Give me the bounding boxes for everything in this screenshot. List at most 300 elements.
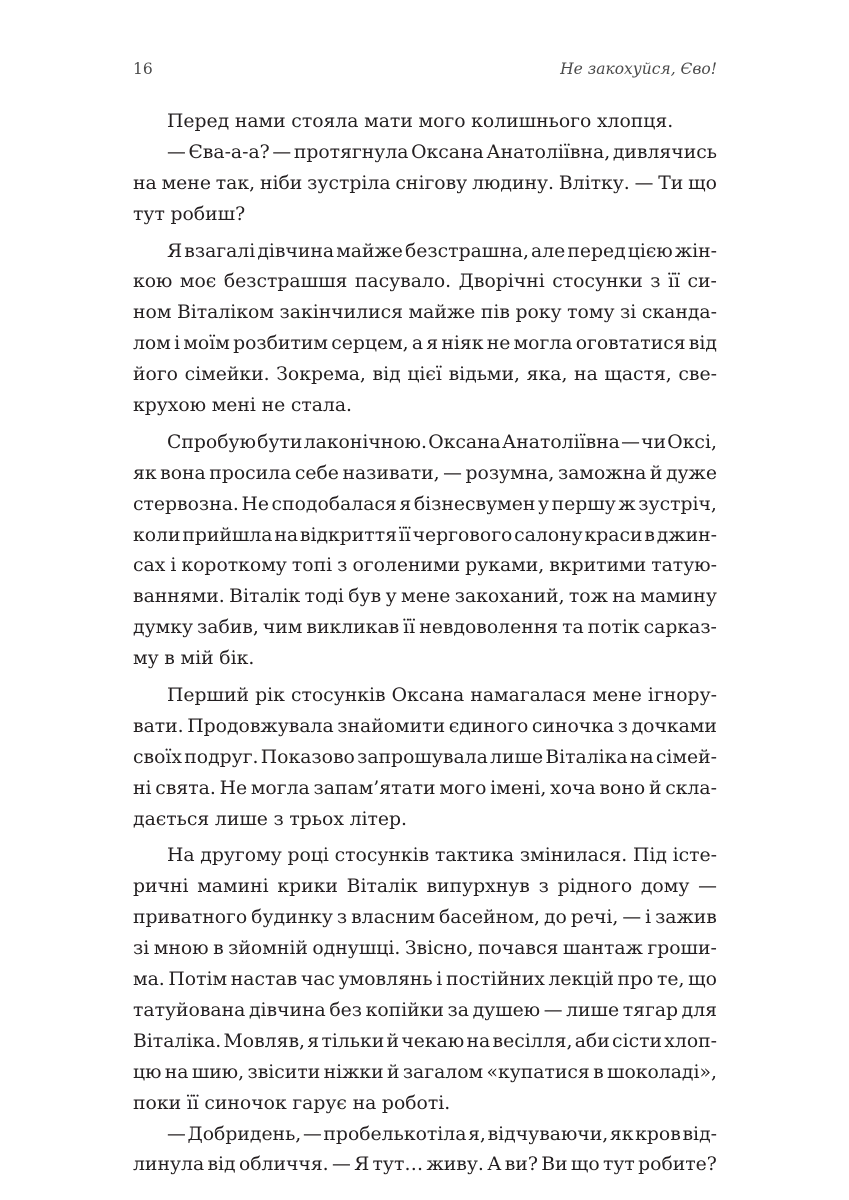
word: намагалася	[470, 685, 587, 707]
word: тож	[568, 586, 608, 608]
word: свята.	[155, 777, 216, 799]
word: могла	[250, 777, 310, 799]
word: ігнору-	[647, 685, 717, 707]
word: мене	[401, 586, 451, 608]
word: стояла	[291, 111, 359, 132]
word: чим	[262, 617, 303, 639]
word: на	[629, 746, 654, 768]
word: стосунків	[290, 685, 386, 707]
word: Перед	[167, 111, 230, 132]
word: імені,	[490, 777, 547, 799]
word: си-	[687, 271, 717, 293]
word: сімей-	[655, 746, 717, 768]
word: крухою	[133, 395, 207, 417]
word: почався	[477, 938, 559, 960]
word: що	[688, 172, 717, 194]
word: ніжки	[323, 1061, 384, 1083]
word: мого	[418, 111, 466, 132]
word: бік.	[219, 648, 255, 670]
word: умовлянь	[338, 969, 433, 991]
word: Ти	[658, 172, 684, 194]
word: відчуваючи,	[487, 1123, 609, 1145]
word: закінчилися	[279, 302, 403, 324]
word: —	[272, 141, 292, 163]
word: для	[681, 999, 717, 1021]
word: —	[543, 999, 563, 1021]
word: на	[352, 1092, 377, 1114]
word: розумна,	[465, 462, 555, 484]
word: ж	[618, 493, 636, 515]
word: Перший	[167, 685, 250, 707]
word: в	[593, 1061, 604, 1083]
word: власним	[351, 907, 435, 929]
word: Оксана	[411, 141, 484, 163]
text-line	[133, 459, 717, 490]
word: сімейки.	[184, 364, 270, 386]
word: й	[648, 777, 662, 799]
word: випурхнув	[426, 876, 530, 898]
book-title: Не закохуйся, Єво!	[560, 60, 717, 78]
word: обличчя.	[238, 1154, 329, 1176]
word: пасувало.	[354, 271, 452, 293]
word: дочками	[631, 715, 717, 737]
word: весілля,	[492, 1030, 573, 1052]
text-line	[133, 360, 717, 391]
word: му	[133, 648, 159, 670]
word: Оксана	[391, 685, 465, 707]
word: другому	[200, 845, 282, 867]
word: цю	[133, 1061, 162, 1083]
word: Ви	[541, 1154, 568, 1176]
word: стосунків	[334, 845, 430, 867]
text-line	[133, 107, 717, 138]
word: так,	[215, 172, 256, 194]
word: хлопця.	[596, 111, 674, 132]
word: майже	[336, 240, 403, 262]
word: —	[698, 876, 717, 898]
word: дуже	[665, 462, 717, 484]
word: зустріла	[307, 172, 391, 194]
word: оголеними	[352, 555, 461, 577]
word: стала.	[290, 395, 353, 417]
text-line	[133, 996, 717, 1027]
word: робите?	[638, 1154, 717, 1176]
word: оговтатися	[575, 333, 686, 355]
body-text	[133, 107, 717, 1181]
word: жін-	[674, 240, 717, 262]
word: мамину	[640, 586, 717, 608]
text-line	[133, 329, 717, 360]
word: кров	[635, 1123, 681, 1145]
word: Оксана	[428, 431, 501, 453]
word: літер.	[349, 808, 408, 830]
word: в	[644, 524, 655, 546]
text-line	[133, 490, 717, 521]
word: колишнього	[471, 111, 592, 132]
word: і	[436, 969, 443, 991]
word: поки	[133, 1092, 182, 1114]
word: стосунки	[552, 271, 643, 293]
word: що	[570, 1154, 600, 1176]
text-line	[133, 138, 717, 169]
word: чи	[641, 431, 667, 453]
word: в	[213, 938, 224, 960]
word: закоханий,	[454, 586, 565, 608]
text-line	[133, 903, 717, 934]
text-line	[133, 644, 717, 675]
word: як	[133, 462, 157, 484]
word: викликав	[306, 617, 400, 639]
word: дивлячись	[612, 141, 717, 163]
word: Мовляв,	[223, 1030, 305, 1052]
word: Віталіка.	[133, 1030, 222, 1052]
word: Звісно,	[404, 938, 474, 960]
word: Не	[241, 493, 269, 515]
word: був	[348, 586, 382, 608]
word: ніби	[259, 172, 303, 194]
word: сах	[133, 555, 166, 577]
word: у	[385, 586, 397, 608]
word: скандa-	[641, 302, 717, 324]
word: руками,	[465, 555, 545, 577]
text-line	[133, 965, 717, 996]
word: бути	[257, 431, 303, 453]
word: —	[634, 172, 654, 194]
text-line	[133, 428, 717, 459]
word: на	[274, 524, 299, 546]
word: Дворічні	[458, 271, 545, 293]
word: нами	[234, 111, 286, 132]
word: приватного	[133, 907, 248, 929]
word: ваннями.	[133, 586, 225, 608]
word: року	[515, 302, 562, 324]
word: линула	[133, 1154, 205, 1176]
word: без	[329, 999, 362, 1021]
text-line	[133, 237, 717, 268]
word: у	[537, 493, 550, 515]
word: від	[207, 1154, 236, 1176]
text-line	[133, 1027, 717, 1058]
word: знайомити	[337, 715, 446, 737]
word: скла-	[665, 777, 717, 799]
word: її	[186, 1092, 199, 1114]
word: топі	[291, 555, 333, 577]
word: лом	[133, 333, 171, 355]
word: її	[668, 271, 681, 293]
word: На	[167, 845, 195, 867]
word: тут	[133, 203, 165, 225]
word: вкритими	[549, 555, 647, 577]
word: від-	[682, 1123, 717, 1145]
word: серцем,	[331, 333, 409, 355]
text-line	[133, 712, 717, 743]
word: році	[287, 845, 329, 867]
text-line	[133, 743, 717, 774]
word: Я	[354, 1154, 370, 1176]
word: мати	[364, 111, 413, 132]
word: що	[688, 969, 717, 991]
word: однушці.	[312, 938, 401, 960]
word: —	[302, 1123, 322, 1145]
word: све-	[678, 364, 717, 386]
word: за	[447, 999, 469, 1021]
word: гарує	[292, 1092, 347, 1114]
word: Віталік	[346, 876, 418, 898]
word: —	[167, 1123, 186, 1145]
word: цією	[627, 240, 673, 262]
word: трьох	[289, 808, 344, 830]
text-line	[133, 391, 717, 422]
word: аби	[574, 1030, 610, 1052]
text-line	[133, 200, 717, 231]
word: від	[688, 333, 717, 355]
word: пів	[480, 302, 510, 324]
word: думку	[133, 617, 194, 639]
word: снігову	[395, 172, 468, 194]
word: Віталіка	[545, 746, 628, 768]
word: Добридень,	[187, 1123, 302, 1145]
word: звісити	[247, 1061, 321, 1083]
word: й	[386, 1061, 400, 1083]
word: заможна	[557, 462, 647, 484]
word: просила	[209, 462, 292, 484]
word: короткому	[181, 555, 287, 577]
word: на	[574, 364, 598, 386]
word: крики	[277, 876, 338, 898]
word: моє	[179, 271, 217, 293]
word: на	[133, 172, 157, 194]
word: та	[562, 617, 584, 639]
word: —	[167, 141, 186, 163]
text-line	[133, 521, 717, 552]
word: мене	[161, 172, 211, 194]
word: тут…	[372, 1154, 424, 1176]
word: тому	[567, 302, 615, 324]
word: цієї	[407, 364, 442, 386]
text-line	[133, 934, 717, 965]
word: бізнесвумен	[413, 493, 536, 515]
word: синочка	[531, 715, 615, 737]
word: з	[273, 808, 284, 830]
word: з	[538, 876, 549, 898]
word: істе-	[672, 845, 717, 867]
word: мені	[211, 395, 256, 417]
word: дівчина	[248, 999, 326, 1021]
word: своїх	[133, 746, 182, 768]
text-line	[133, 805, 717, 836]
word: зажив	[655, 907, 717, 929]
word: зі	[133, 938, 150, 960]
word: Єва-а-а?	[188, 141, 270, 163]
word: зйомній	[228, 938, 308, 960]
word: Продовжувала	[187, 715, 334, 737]
word: людину.	[472, 172, 554, 194]
word: час	[300, 969, 335, 991]
word: і	[645, 907, 652, 929]
word: басейном,	[438, 907, 541, 929]
word: пробелькотіла	[323, 1123, 467, 1145]
word: про	[617, 969, 654, 991]
word: лише	[490, 746, 544, 768]
word: єдиного	[448, 715, 529, 737]
word: щастя,	[604, 364, 672, 386]
word: невдоволення	[419, 617, 559, 639]
word: запрошувала	[357, 746, 488, 768]
running-head	[133, 60, 717, 86]
word: не	[261, 395, 286, 417]
word: першу	[551, 493, 616, 515]
word: ви?	[504, 1154, 538, 1176]
word: мій	[180, 648, 214, 670]
word: називати,	[342, 462, 440, 484]
word: взагалі	[184, 240, 256, 262]
word: яка,	[526, 364, 568, 386]
text-line	[133, 298, 717, 329]
word: —	[331, 1154, 351, 1176]
word: протягнула	[293, 141, 409, 163]
word: тут	[602, 1154, 635, 1176]
word: моїм	[183, 333, 230, 355]
word: запам’ятати	[313, 777, 436, 799]
word: дому	[640, 876, 690, 898]
word: ричні	[133, 876, 189, 898]
word: Анатоліївна	[502, 431, 620, 453]
word: речі,	[570, 907, 619, 929]
word: з	[650, 271, 661, 293]
word: себе	[294, 462, 339, 484]
word: могла	[513, 333, 573, 355]
page-number: 16	[133, 60, 153, 78]
word: шию,	[191, 1061, 245, 1083]
text-line	[133, 774, 717, 805]
word: гроши-	[647, 938, 717, 960]
word: воно	[599, 777, 646, 799]
word: ном	[133, 302, 172, 324]
text-line	[133, 681, 717, 712]
word: з	[617, 715, 628, 737]
word: перед	[567, 240, 626, 262]
word: і	[170, 555, 177, 577]
word: Анатоліївна,	[486, 141, 611, 163]
text-line	[133, 1150, 717, 1181]
word: прийшла	[182, 524, 273, 546]
word: мамині	[197, 876, 269, 898]
word: кою	[133, 271, 173, 293]
word: краси	[584, 524, 643, 546]
word: а	[411, 333, 424, 355]
word: я	[307, 1030, 320, 1052]
word: хлоп-	[664, 1030, 717, 1052]
word: і	[174, 333, 181, 355]
word: татую-	[651, 555, 717, 577]
word: відкриття	[299, 524, 397, 546]
text-line	[133, 1089, 717, 1120]
word: постійних	[445, 969, 545, 991]
word: лише	[566, 999, 620, 1021]
word: чекаю	[401, 1030, 465, 1052]
word: дається	[133, 808, 210, 830]
word: сарказ-	[643, 617, 717, 639]
word: з	[337, 555, 348, 577]
text-line	[133, 1058, 717, 1089]
word: те,	[657, 969, 685, 991]
text-line	[133, 841, 717, 872]
word: змінилася.	[519, 845, 628, 867]
word: від	[372, 364, 401, 386]
word: рік	[255, 685, 285, 707]
word: майже	[408, 302, 476, 324]
word: на	[612, 586, 636, 608]
word: Віталік	[229, 586, 301, 608]
text-line	[133, 872, 717, 903]
word: подруг.	[184, 746, 259, 768]
word: ніяк	[441, 333, 484, 355]
word: джин-	[656, 524, 717, 546]
word: тактика	[434, 845, 515, 867]
word: сісти	[612, 1030, 662, 1052]
word: копійки	[365, 999, 444, 1021]
word: лаконічною.	[303, 431, 427, 453]
text-line	[133, 582, 717, 613]
word: я	[399, 493, 412, 515]
word: —	[622, 907, 642, 929]
word: —	[621, 431, 640, 453]
word: й	[386, 1030, 400, 1052]
word: тоді	[304, 586, 344, 608]
word: будинку	[251, 907, 333, 929]
word: безстрашшя	[223, 271, 348, 293]
text-line	[133, 267, 717, 298]
word: Влітку.	[558, 172, 630, 194]
word: Оксі,	[667, 431, 717, 453]
word: робиш?	[170, 203, 246, 225]
word: коли	[133, 524, 181, 546]
word: мною	[153, 938, 209, 960]
word: шантаж	[562, 938, 643, 960]
word: зустріч,	[638, 493, 717, 515]
word: Зокрема,	[276, 364, 366, 386]
word: в	[164, 648, 175, 670]
word: вона	[160, 462, 206, 484]
word: настав	[230, 969, 298, 991]
word: потік	[587, 617, 640, 639]
text-line	[133, 169, 717, 200]
word: я,	[468, 1123, 486, 1145]
word: забив,	[197, 617, 259, 639]
text-line	[133, 551, 717, 582]
word: Показово	[260, 746, 355, 768]
word: розбитим	[233, 333, 328, 355]
word: татуйована	[133, 999, 246, 1021]
word: з	[336, 907, 348, 929]
word: його	[133, 364, 178, 386]
word: її	[398, 524, 411, 546]
word: не	[486, 333, 511, 355]
word: на	[164, 1061, 189, 1083]
word: її	[403, 617, 416, 639]
word: живу.	[426, 1154, 484, 1176]
word: дівчина	[257, 240, 335, 262]
word: до	[543, 907, 567, 929]
word: на	[466, 1030, 491, 1052]
word: —	[443, 462, 462, 484]
word: як	[609, 1123, 634, 1145]
word: Не	[219, 777, 248, 799]
word: душею	[472, 999, 541, 1021]
word: А	[487, 1154, 502, 1176]
word: загалом	[402, 1061, 484, 1083]
word: хоча	[550, 777, 596, 799]
